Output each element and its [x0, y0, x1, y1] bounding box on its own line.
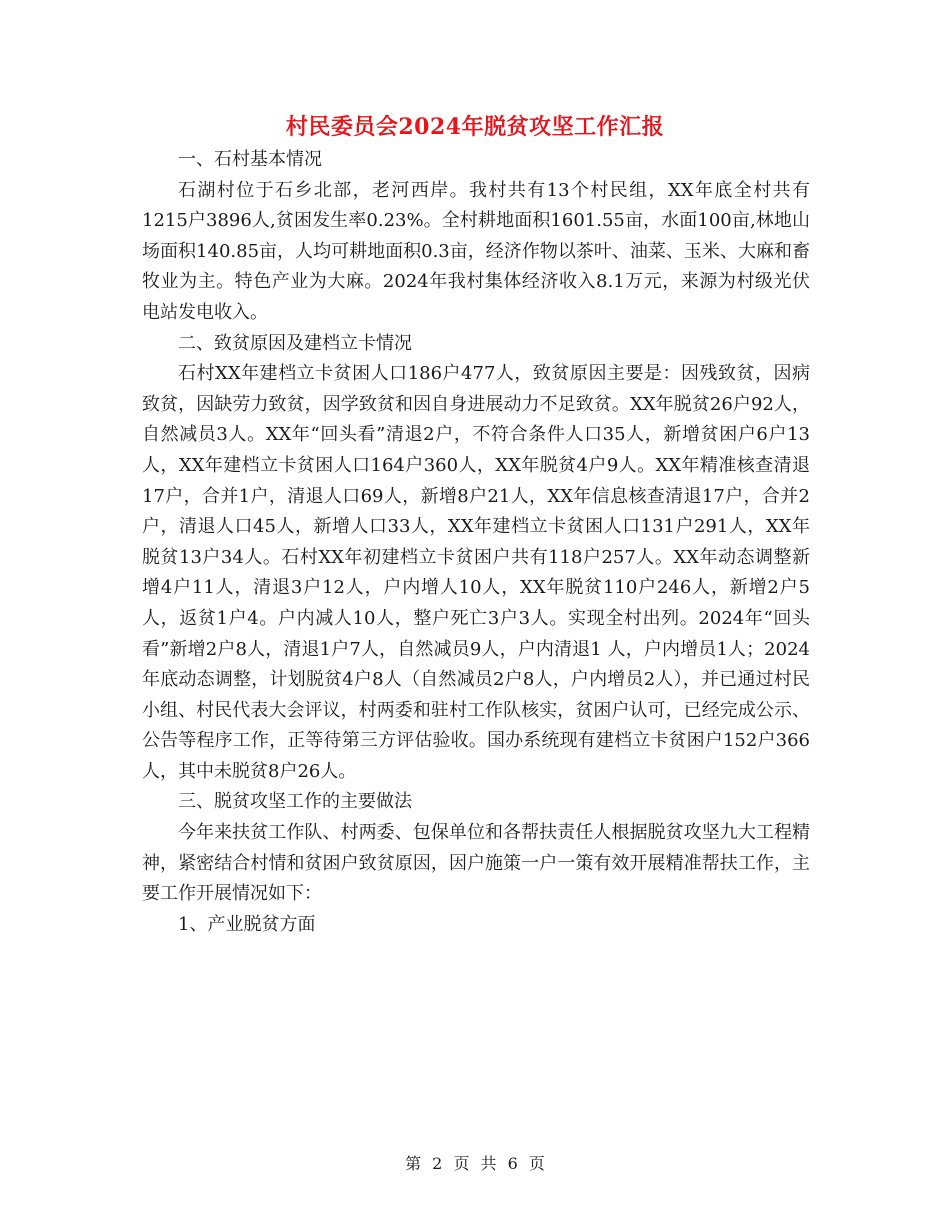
- paragraph-main-practices: 今年来扶贫工作队、村两委、包保单位和各帮扶责任人根据脱贫攻坚九大工程精神，紧密结合村情和贫困户致贫原因，因户施策一户一策有效开展精准帮扶工作，主要工作开展情况如下：: [142, 822, 810, 905]
- section-heading-basic-info: 一、石村基本情况: [178, 149, 322, 170]
- section-heading-poverty-causes: 二、致贫原因及建档立卡情况: [178, 332, 412, 354]
- paragraph-basic-info: 石湖村位于石乡北部，老河西岸。我村共有13个村民组，XX年底全村共有1215户3896人,贫困发生率0.23%。全村耕地面积1601.55亩，水面100亩,林地山场面积140.85亩，人均可耕地面积0.3亩，经济作物以茶叶、油菜、玉米、大麻和畜牧业为主。特色产业为大麻。2024年我村集体经济收入8.1万元，来源为村级光伏电站发电收入。: [142, 179, 810, 323]
- subsection-heading-industry: 1、产业脱贫方面: [178, 913, 316, 935]
- paragraph-poverty-causes: 石村XX年建档立卡贫困人口186户477人，致贫原因主要是：因残致贫，因病致贫，因缺劳力致贫，因学致贫和因自身进展动力不足致贫。XX年脱贫26户92人，自然减员3人。XX年“回头看”清退2户，不符合条件人口35人，新增贫困户6户13人，XX年建档立卡贫困人口164户360人，XX年脱贫4户9人。XX年精准核查清退17户，合并1户，清退人口69人，新增8户21人，XX年信息核查清退17户，合并2户，清退人口45人，新增人口33人，XX年建档立卡贫困人口131户291人，XX年脱贫13户34人。石村XX年初建档立卡贫困户共有118户257人。XX年动态调整新增4户11人，清退3户12人，户内增人10人，XX年脱贫110户246人，新增2户5人，返贫1户4。户内减人10人，整户死亡3户3人。实现全村出列。2024年“回头看”新增2户8人，清退1户7人，自然减员9人，户内清退1 人，户内增员1人；2024年底动态调整，计划脱贫4户8人（自然减员2户8人，户内增员2人），并已通过村民小组、村民代表大会评议，村两委和驻村工作队核实，贫困户认可，已经完成公示、公告等程序工作，正等待第三方评估验收。国办系统现有建档立卡贫困户152户366人，其中未脱贫8户26人。: [142, 363, 810, 782]
- page-number-footer: 第 2 页 共 6 页: [405, 1154, 545, 1173]
- document-title: 村民委员会2024年脱贫攻坚工作汇报: [285, 114, 665, 140]
- document-body: [142, 145, 810, 940]
- section-heading-main-practices: 三、脱贫攻坚工作的主要做法: [178, 791, 412, 813]
